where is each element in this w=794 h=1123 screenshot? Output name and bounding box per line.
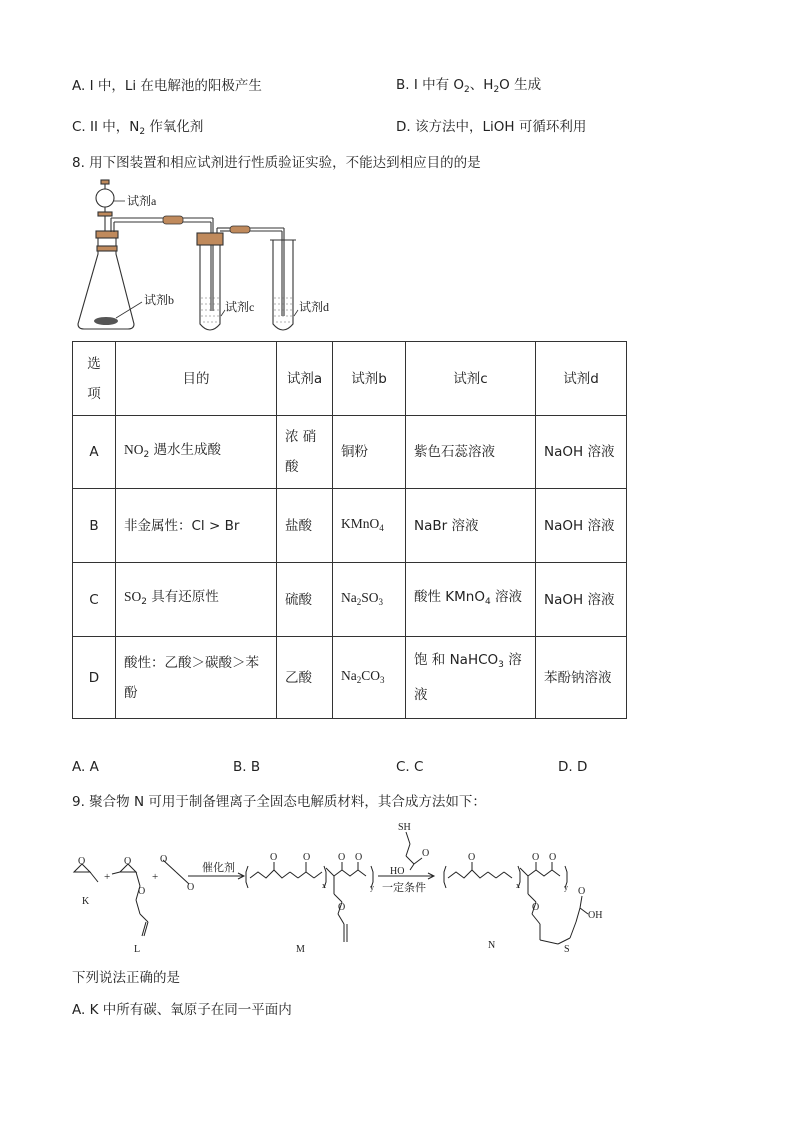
q7-option-c xyxy=(72,115,203,137)
n-x-subscript: x xyxy=(516,881,520,890)
l-o-label: O xyxy=(124,856,132,867)
row-b-option: B xyxy=(73,489,116,563)
q7-option-d: D. 该方法中，LiOH 可循环利用 xyxy=(396,119,587,135)
row-d-b-pre: Na xyxy=(341,667,357,683)
row-c-reagent-c xyxy=(406,563,536,637)
row-a-reagent-a: 浓 硝 酸 xyxy=(277,416,333,489)
q9-question: 下列说法正确的是 xyxy=(72,970,180,986)
synthesis-scheme xyxy=(68,814,638,962)
row-a-goal-sub: 2 xyxy=(143,449,150,460)
q9-stem: 9. 聚合物 N 可用于制备锂离子全固态电解质材料，其合成方法如下： xyxy=(72,794,486,810)
reagent-b-label: 试剂b xyxy=(144,293,175,307)
header-reagent-c: 试剂c xyxy=(406,342,536,416)
table-row xyxy=(73,489,627,563)
header-goal: 目的 xyxy=(116,342,277,416)
row-c-goal-post: 具有还原性 xyxy=(147,589,219,605)
q7-option-b-sub1: 2 xyxy=(464,85,470,95)
row-c-reagent-b xyxy=(333,563,406,637)
label-n: N xyxy=(488,940,496,951)
row-c-goal xyxy=(116,563,277,637)
n-o4-label: O xyxy=(532,902,540,913)
row-d-reagent-d: 苯酚钠溶液 xyxy=(536,637,627,719)
row-d-c-post: 溶液 xyxy=(414,652,522,703)
q8-answer-d: D. D xyxy=(558,759,588,775)
table-row xyxy=(73,563,627,637)
n-s-label: S xyxy=(564,944,570,955)
row-d-b-sub2: 3 xyxy=(380,674,385,685)
row-b-reagent-d: NaOH 溶液 xyxy=(536,489,627,563)
q7-option-b-sub2: 2 xyxy=(493,85,500,95)
n-y-subscript: y xyxy=(564,883,568,892)
header-option: 选项 xyxy=(73,342,116,416)
row-c-b-mid: SO xyxy=(361,589,379,605)
l-o2-label: O xyxy=(138,886,146,897)
row-a-reagent-b: 铜粉 xyxy=(333,416,406,489)
row-c-reagent-a: 硫酸 xyxy=(277,563,333,637)
co2-o1-label: O xyxy=(160,854,168,865)
row-c-b-sub: 2 xyxy=(356,596,362,607)
row-a-goal-post: 遇水生成酸 xyxy=(149,441,222,458)
table-row xyxy=(73,637,627,719)
row-a-goal xyxy=(116,416,277,489)
row-d-c-pre: 饱 和 NaHCO xyxy=(414,652,499,668)
reagent-b-solid xyxy=(94,317,118,325)
row-c-goal-pre: SO xyxy=(124,589,142,604)
plus-2: + xyxy=(152,871,159,883)
n-o1-label: O xyxy=(468,852,476,863)
m-o5-label: O xyxy=(338,902,346,913)
row-b-reagent-b xyxy=(333,489,406,563)
test-tube-d xyxy=(270,240,296,330)
row-a-option: A xyxy=(73,416,116,489)
catalyst-label: 催化剂 xyxy=(202,862,235,874)
row-b-reagent-c: NaBr 溶液 xyxy=(406,489,536,563)
header-reagent-d: 试剂d xyxy=(536,342,627,416)
row-d-b-mid: CO xyxy=(361,667,381,683)
q8-answer-c: C. C xyxy=(396,759,424,775)
m-x-subscript: x xyxy=(322,881,326,890)
row-c-c-sub: 4 xyxy=(484,597,491,607)
q7-option-c-post: 作氧化剂 xyxy=(145,119,204,135)
row-d-b-sub: 2 xyxy=(356,674,362,685)
row-d-reagent-b xyxy=(333,637,406,719)
m-o1-label: O xyxy=(270,852,278,863)
n-oh-label: OH xyxy=(588,910,603,921)
label-m: M xyxy=(296,944,305,955)
n-o3-label: O xyxy=(549,852,557,863)
q8-answer-b: B. B xyxy=(233,759,261,775)
label-l: L xyxy=(134,944,141,955)
reagent-o-label: O xyxy=(422,848,430,859)
row-c-c-post: 溶液 xyxy=(490,589,523,605)
row-d-reagent-c xyxy=(406,637,536,719)
row-a-reagent-d: NaOH 溶液 xyxy=(536,416,627,489)
n-o5-label: O xyxy=(578,886,586,897)
row-c-reagent-d: NaOH 溶液 xyxy=(536,563,627,637)
reagent-ho-label: HO xyxy=(390,866,405,877)
row-b-reagent-a: 盐酸 xyxy=(277,489,333,563)
co2-o2-label: O xyxy=(187,882,195,893)
row-b-b-pre: KMnO xyxy=(341,515,380,531)
q8-stem: 8. 用下图装置和相应试剂进行性质验证实验，不能达到相应目的的是 xyxy=(72,155,481,171)
table-row xyxy=(73,416,627,489)
n-o2-label: O xyxy=(532,852,540,863)
m-o4-label: O xyxy=(355,852,363,863)
row-b-goal: 非金属性：Cl > Br xyxy=(116,489,277,563)
k-o-label: O xyxy=(78,856,86,867)
apparatus-diagram xyxy=(70,176,350,336)
q7-option-c-sub: 2 xyxy=(139,127,146,137)
row-c-option: C xyxy=(73,563,116,637)
q7-option-b-post: O 生成 xyxy=(499,77,542,93)
row-d-reagent-a: 乙酸 xyxy=(277,637,333,719)
condition-label: 一定条件 xyxy=(382,882,426,894)
m-y-subscript: y xyxy=(370,883,374,892)
row-b-b-sub: 4 xyxy=(379,522,384,533)
reagent-a-label: 试剂a xyxy=(127,194,157,208)
label-k: K xyxy=(82,896,90,907)
reagent-d-label: 试剂d xyxy=(299,300,330,314)
q7-option-a: A. I 中，Li 在电解池的阳极产生 xyxy=(72,78,262,94)
m-o3-label: O xyxy=(338,852,346,863)
plus-1: + xyxy=(104,871,111,883)
row-d-c-sub: 3 xyxy=(498,660,504,670)
row-a-goal-pre: NO xyxy=(124,441,144,457)
q7-option-c-pre: C. II 中，N xyxy=(72,119,140,135)
table-header-row xyxy=(73,342,627,416)
q9-option-a: A. K 中所有碳、氧原子在同一平面内 xyxy=(72,1002,292,1018)
row-a-reagent-c: 紫色石蕊溶液 xyxy=(406,416,536,489)
q8-table xyxy=(72,341,627,719)
q7-option-b-mid: 、H xyxy=(469,77,494,93)
row-d-option: D xyxy=(73,637,116,719)
row-c-b-sub2: 3 xyxy=(378,596,384,607)
reagent-c-label: 试剂c xyxy=(225,300,255,314)
reagent-sh-label: SH xyxy=(398,822,411,833)
row-c-goal-sub: 2 xyxy=(141,597,147,607)
row-c-c-pre: 酸性 KMnO xyxy=(414,589,485,605)
conical-flask xyxy=(78,218,163,329)
q7-option-b-pre: B. I 中有 O xyxy=(396,77,465,93)
header-reagent-b: 试剂b xyxy=(333,342,406,416)
m-o2-label: O xyxy=(303,852,311,863)
row-c-b-pre: Na xyxy=(341,589,357,605)
row-d-goal: 酸性：乙酸＞碳酸＞苯酚 xyxy=(116,637,277,719)
header-reagent-a: 试剂a xyxy=(277,342,333,416)
q8-answer-a: A. A xyxy=(72,759,99,775)
q7-option-b xyxy=(396,73,541,95)
